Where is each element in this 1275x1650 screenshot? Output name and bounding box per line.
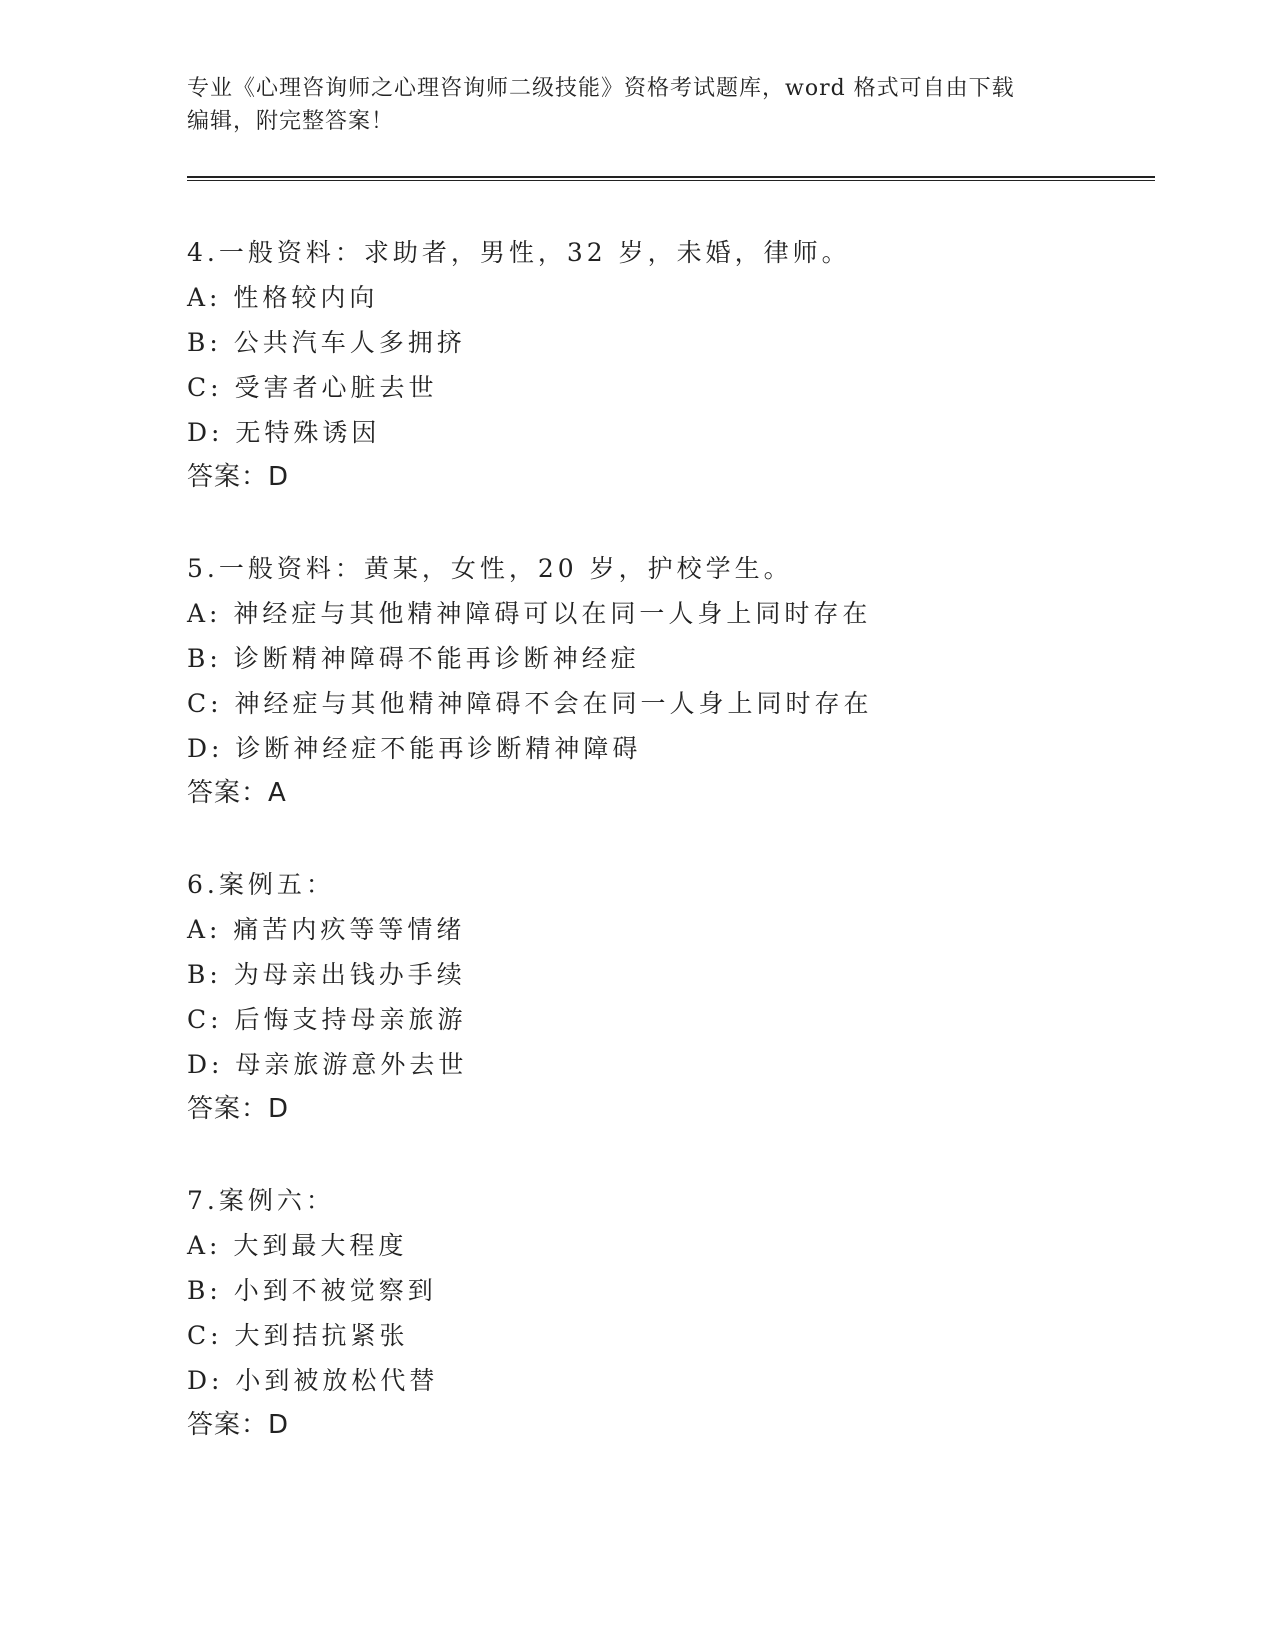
option-a: A: 大到最大程度 (187, 1231, 408, 1260)
option-d: D: 无特殊诱因 (187, 418, 381, 447)
header-line-1: 专业《心理咨询师之心理咨询师二级技能》资格考试题库，word 格式可自由下载 (187, 76, 1015, 101)
answer-line: 答案：D (187, 1410, 290, 1440)
question-5 (187, 546, 1155, 816)
option-b: B: 为母亲出钱办手续 (187, 960, 466, 989)
option-a: A: 神经症与其他精神障碍可以在同一人身上同时存在 (187, 599, 872, 628)
answer-line: 答案：D (187, 1094, 290, 1124)
question-7 (187, 1178, 1155, 1448)
header-line-2: 编辑，附完整答案！ (187, 109, 395, 134)
option-d: D: 小到被放松代替 (187, 1366, 439, 1395)
option-b: B: 公共汽车人多拥挤 (187, 328, 466, 357)
question-stem: 4.一般资料：求助者，男性，32 岁，未婚，律师。 (187, 238, 851, 267)
option-c: C: 神经症与其他精神障碍不会在同一人身上同时存在 (187, 689, 873, 718)
question-stem: 5.一般资料：黄某，女性，20 岁，护校学生。 (187, 554, 793, 583)
answer-line: 答案：D (187, 462, 290, 492)
answer-line: 答案：A (187, 778, 287, 808)
question-stem: 6.案例五： (187, 870, 335, 899)
option-a: A: 性格较内向 (187, 283, 379, 312)
document-header (187, 72, 1087, 138)
option-b: B: 小到不被觉察到 (187, 1276, 437, 1305)
option-d: D: 母亲旅游意外去世 (187, 1050, 468, 1079)
option-a: A: 痛苦内疚等等情绪 (187, 915, 466, 944)
question-stem: 7.案例六： (187, 1186, 335, 1215)
option-d: D: 诊断神经症不能再诊断精神障碍 (187, 734, 642, 763)
option-b: B: 诊断精神障碍不能再诊断神经症 (187, 644, 640, 673)
option-c: C: 大到拮抗紧张 (187, 1321, 409, 1350)
question-4 (187, 230, 1155, 500)
option-c: C: 受害者心脏去世 (187, 373, 438, 402)
header-divider (187, 176, 1155, 181)
option-c: C: 后悔支持母亲旅游 (187, 1005, 467, 1034)
question-list (187, 230, 1155, 1494)
question-6 (187, 862, 1155, 1132)
